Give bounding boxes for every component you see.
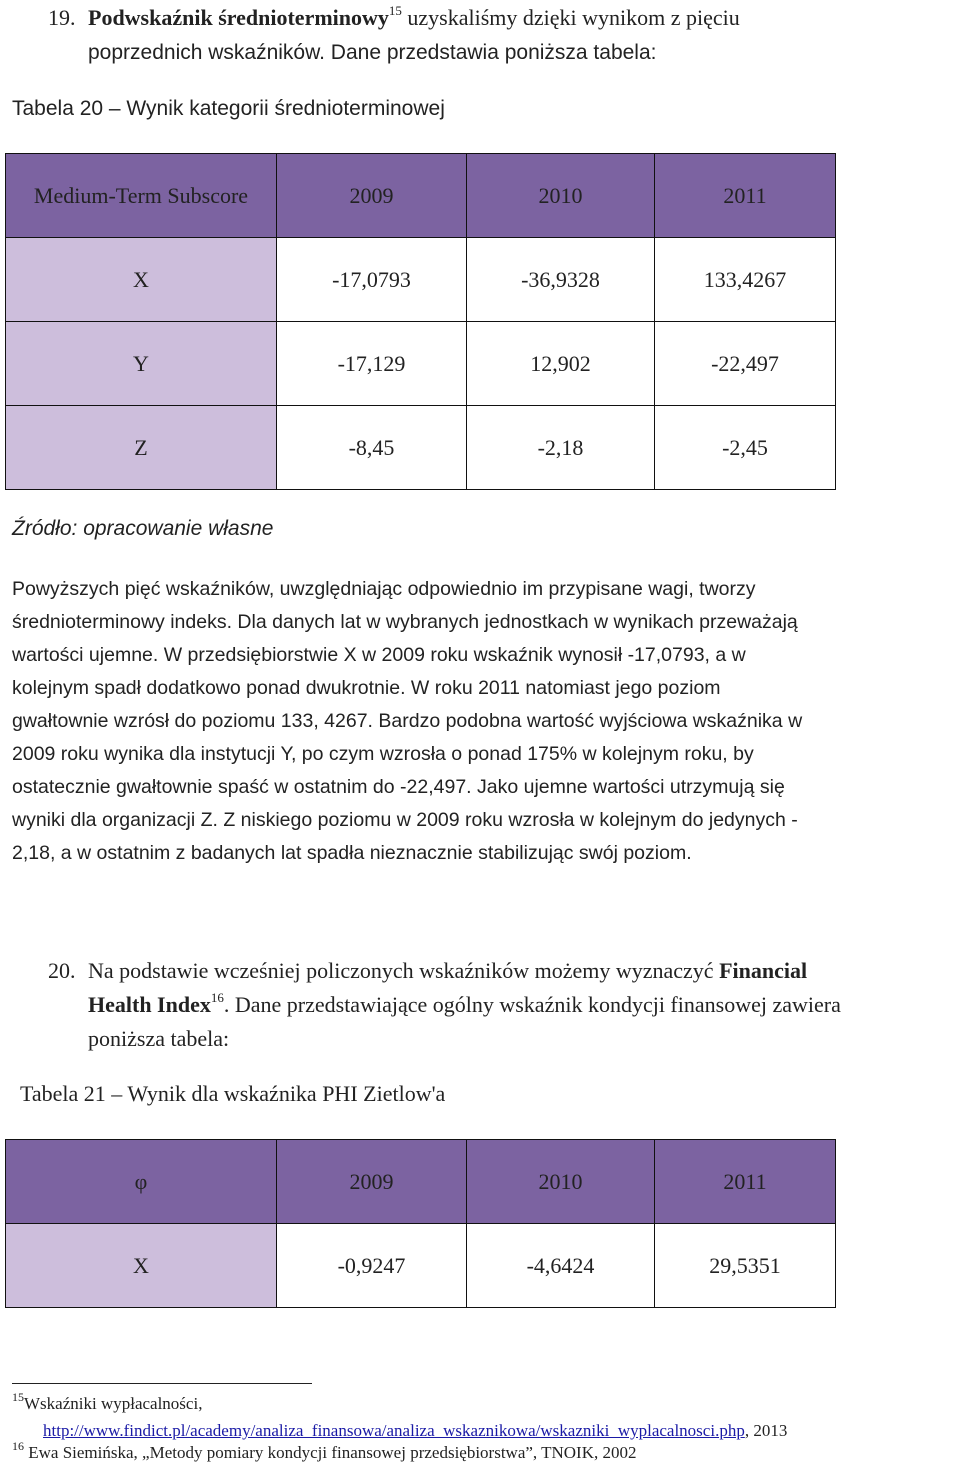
- table-20-row-y-label: Y: [6, 322, 277, 406]
- item-20-line-3: poniższa tabela:: [88, 1026, 230, 1051]
- table-row: [6, 238, 836, 322]
- item-19-term: Podwskaźnik średnioterminowy: [88, 5, 389, 30]
- footnote-15-marker: 15: [12, 1390, 24, 1404]
- table-21-header-row: [6, 1140, 836, 1224]
- item-19-line-1: [88, 3, 740, 33]
- footnote-ref-15[interactable]: 15: [388, 3, 402, 18]
- table-21-header-2010: 2010: [467, 1140, 655, 1224]
- table-20-source: Źródło: opracowanie własne: [12, 517, 274, 540]
- footnote-15-text: Wskaźniki wypłacalności,: [24, 1394, 203, 1413]
- paragraph-line: Powyższych pięć wskaźników, uwzględniając odpowiednio im przypisane wagi, tworzy: [12, 578, 756, 600]
- paragraph-line: 2,18, a w ostatnim z badanych lat spadła nieznacznie stabilizując swój poziom.: [12, 842, 692, 864]
- footnote-ref-16[interactable]: 16: [210, 990, 224, 1005]
- item-19-line-1-rest: uzyskaliśmy dzięki wynikom z pięciu: [401, 5, 740, 30]
- table-20-caption: Tabela 20 – Wynik kategorii średnioterminowej: [12, 97, 445, 120]
- footnote-16-text: Ewa Siemińska, „Metody pomiary kondycji finansowej przedsiębiorstwa”, TNOIK, 2002: [24, 1443, 637, 1462]
- analysis-paragraph: [12, 573, 802, 870]
- table-cell: -2,45: [655, 406, 836, 490]
- table-cell: -4,6424: [467, 1224, 655, 1308]
- item-19-line-2: poprzednich wskaźników. Dane przedstawia poniższa tabela:: [88, 41, 657, 64]
- footnote-15-year: , 2013: [744, 1421, 788, 1440]
- footnote-16-marker: 16: [12, 1439, 24, 1453]
- footnote-15-link[interactable]: http://www.findict.pl/academy/analiza_finansowa/analiza_wskaznikowa/wskazniki_wyplacalnosci.php: [43, 1421, 745, 1440]
- table-cell: -17,129: [277, 322, 467, 406]
- table-cell: -8,45: [277, 406, 467, 490]
- item-20-bold-health-index: Health Index: [88, 992, 211, 1017]
- table-cell: -0,9247: [277, 1224, 467, 1308]
- table-20-header-label: Medium-Term Subscore: [6, 154, 277, 238]
- table-21: [5, 1139, 836, 1308]
- table-21-header-2011: 2011: [655, 1140, 836, 1224]
- table-cell: -2,18: [467, 406, 655, 490]
- paragraph-line: kolejnym spadł dodatkowo ponad dwukrotnie. W roku 2011 natomiast jego poziom: [12, 677, 721, 699]
- footnote-separator: [12, 1383, 312, 1384]
- table-20-header-2010: 2010: [467, 154, 655, 238]
- item-19-number: 19.: [48, 5, 76, 30]
- table-row: [6, 1224, 836, 1308]
- paragraph-line: wartości ujemne. W przedsiębiorstwie X w 2009 roku wskaźnik wynosił -17,0793, a w: [12, 644, 746, 666]
- table-cell: 29,5351: [655, 1224, 836, 1308]
- table-20-row-x-label: X: [6, 238, 277, 322]
- paragraph-line: średnioterminowy indeks. Dla danych lat w wybranych jednostkach w wynikach przeważają: [12, 611, 798, 633]
- table-cell: -36,9328: [467, 238, 655, 322]
- table-21-caption: Tabela 21 – Wynik dla wskaźnika PHI Zietlow'a: [20, 1081, 446, 1106]
- footnote-15: [12, 1390, 203, 1415]
- item-20-line-1: [88, 956, 807, 986]
- table-cell: 133,4267: [655, 238, 836, 322]
- paragraph-line: 2009 roku wynika dla instytucji Y, po czym wzrosła o ponad 175% w kolejnym roku, by: [12, 743, 754, 765]
- table-cell: -17,0793: [277, 238, 467, 322]
- table-21-header-phi: φ: [6, 1140, 277, 1224]
- paragraph-line: wyniki dla organizacji Z. Z niskiego poziomu w 2009 roku wzrosła w kolejnym do jedynych -: [12, 809, 798, 831]
- table-20: [5, 153, 836, 490]
- item-20-number: 20.: [48, 958, 76, 983]
- item-20-line-1-text: Na podstawie wcześniej policzonych wskaźników możemy wyznaczyć: [88, 958, 720, 983]
- table-20-row-z-label: Z: [6, 406, 277, 490]
- footnote-16: [12, 1439, 637, 1464]
- table-21-row-x-label: X: [6, 1224, 277, 1308]
- table-row: [6, 406, 836, 490]
- table-row: [6, 322, 836, 406]
- paragraph-line: gwałtownie wzrósł do poziomu 133, 4267. Bardzo podobna wartość wyjściowa wskaźnika w: [12, 710, 803, 732]
- table-21-header-2009: 2009: [277, 1140, 467, 1224]
- table-20-header-row: [6, 154, 836, 238]
- paragraph-line: ostatecznie gwałtownie spaść w ostatnim do -22,497. Jako ujemne wartości utrzymują się: [12, 776, 785, 798]
- table-20-header-2009: 2009: [277, 154, 467, 238]
- item-20-line-2: [88, 990, 841, 1020]
- table-cell: 12,902: [467, 322, 655, 406]
- item-20-line-2-rest: . Dane przedstawiające ogólny wskaźnik kondycji finansowej zawiera: [223, 992, 841, 1017]
- table-cell: -22,497: [655, 322, 836, 406]
- item-20-bold-financial: Financial: [719, 958, 808, 983]
- footnote-15-source: [43, 1420, 787, 1442]
- table-20-header-2011: 2011: [655, 154, 836, 238]
